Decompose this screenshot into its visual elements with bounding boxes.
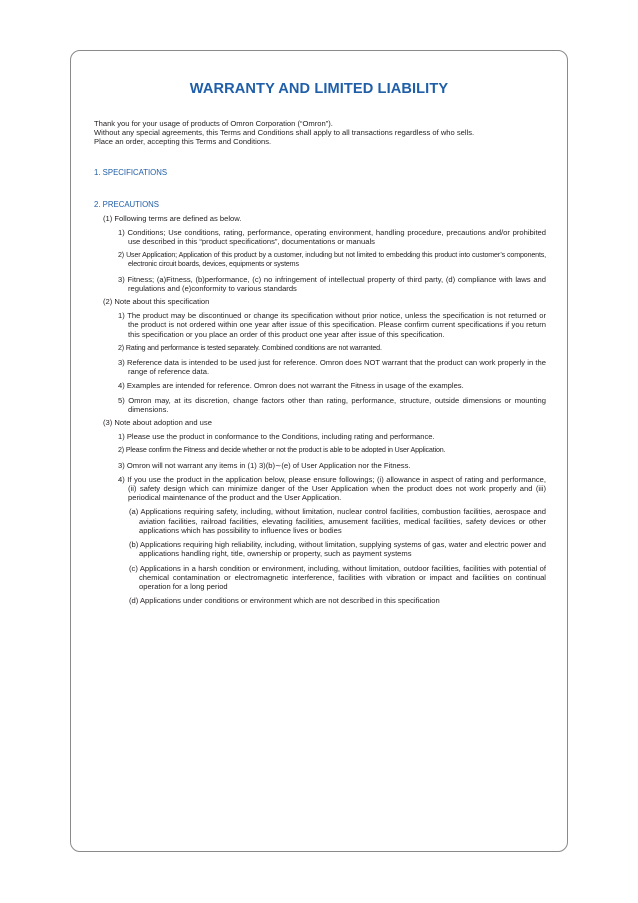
intro-line-3: Place an order, accepting this Terms and Conditions.: [94, 137, 272, 147]
page-title: WARRANTY AND LIMITED LIABILITY: [189, 81, 449, 97]
definition-item: 3) Fitness; (a)Fitness, (b)performance, (c) no infringement of intellectual property of third party, (d) compliance with laws and regulations and (e)conformity to various standards: [118, 274, 546, 293]
document-body: [94, 119, 546, 605]
subsection-adoption-heading: (3) Note about adoption and use: [103, 418, 212, 428]
definition-item: 2) User Application; Application of this product by a customer, including but not limited to embedding this product into customer’s components, electronic circuit boards, devices, equipments or systems: [118, 251, 546, 269]
adoption-item: 3) Omron will not warrant any items in (1) 3)(b)∼(e) of User Application nor the Fitness.: [118, 460, 411, 470]
intro-line-1: Thank you for your usage of products of Omron Corporation (“Omron”).: [94, 119, 333, 128]
note-item: 4) Examples are intended for reference. Omron does not warrant the Fitness in usage of the examples.: [118, 381, 464, 391]
note-item: 2) Rating and performance is tested separately. Combined conditions are not warranted.: [118, 343, 382, 352]
adoption-item: 2) Please confirm the Fitness and decide whether or not the product is able to be adopted in User Application.: [118, 446, 446, 455]
note-item: 1) The product may be discontinued or change its specification without prior notice, unless the specification is not returned or the product is not ordered within one year after issue of this specification. Please confirm current specifications if you return this specification or you place an order of this product one year after issue of this specification.: [118, 311, 546, 339]
note-item: 3) Reference data is intended to be used just for reference. Omron does NOT warrant that the product can work properly in the range of reference data.: [118, 358, 546, 377]
intro-line-2: Without any special agreements, this Terms and Conditions shall apply to all transactions regardless of who sells.: [94, 128, 475, 138]
adoption-item: 1) Please use the product in conformance to the Conditions, including rating and performance.: [118, 432, 435, 442]
application-subitem: (a) Applications requiring safety, including, without limitation, nuclear control facilities, combustion facilities, aerospace and aviation facilities, railroad facilities, elevating facilities, amusement facilities, medical facilities, safety devices or other applications which has possibility to influence lives or bodies: [129, 507, 546, 535]
adoption-item: 4) If you use the product in the application below, please ensure followings; (i) allowance in aspect of rating and performance, (ii) safety design which can minimize danger of the User Application when the product does not work properly and (iii) periodical maintenance of the product and the User Application.: [118, 474, 546, 503]
section-heading-precautions: 2. PRECAUTIONS: [94, 200, 159, 210]
subsection-specification-note-heading: (2) Note about this specification: [103, 297, 210, 307]
section-heading-specifications: 1. SPECIFICATIONS: [94, 167, 168, 177]
subsection-definitions-heading: (1) Following terms are defined as below.: [103, 213, 242, 223]
page-frame: [70, 50, 568, 852]
application-subitem: (b) Applications requiring high reliability, including, without limitation, supplying systems of gas, water and electric power and applications handling right, title, ownership or property, such as payment systems: [129, 540, 546, 559]
application-subitem: (c) Applications in a harsh condition or environment, including, without limitation, outdoor facilities, facilities with potential of chemical contamination or electromagnetic interference, facilities with vibration or impact and facilities on continual operation for a long period: [129, 563, 546, 591]
note-item: 5) Omron may, at its discretion, change factors other than rating, performance, structure, outside dimensions or mounting dimensions.: [118, 395, 546, 414]
application-subitem: (d) Applications under conditions or environment which are not described in this specification: [129, 596, 440, 606]
definition-item: 1) Conditions; Use conditions, rating, performance, operating environment, handling procedure, precautions and/or prohibited use described in this “product specifications”, documentations or manuals: [118, 227, 546, 247]
